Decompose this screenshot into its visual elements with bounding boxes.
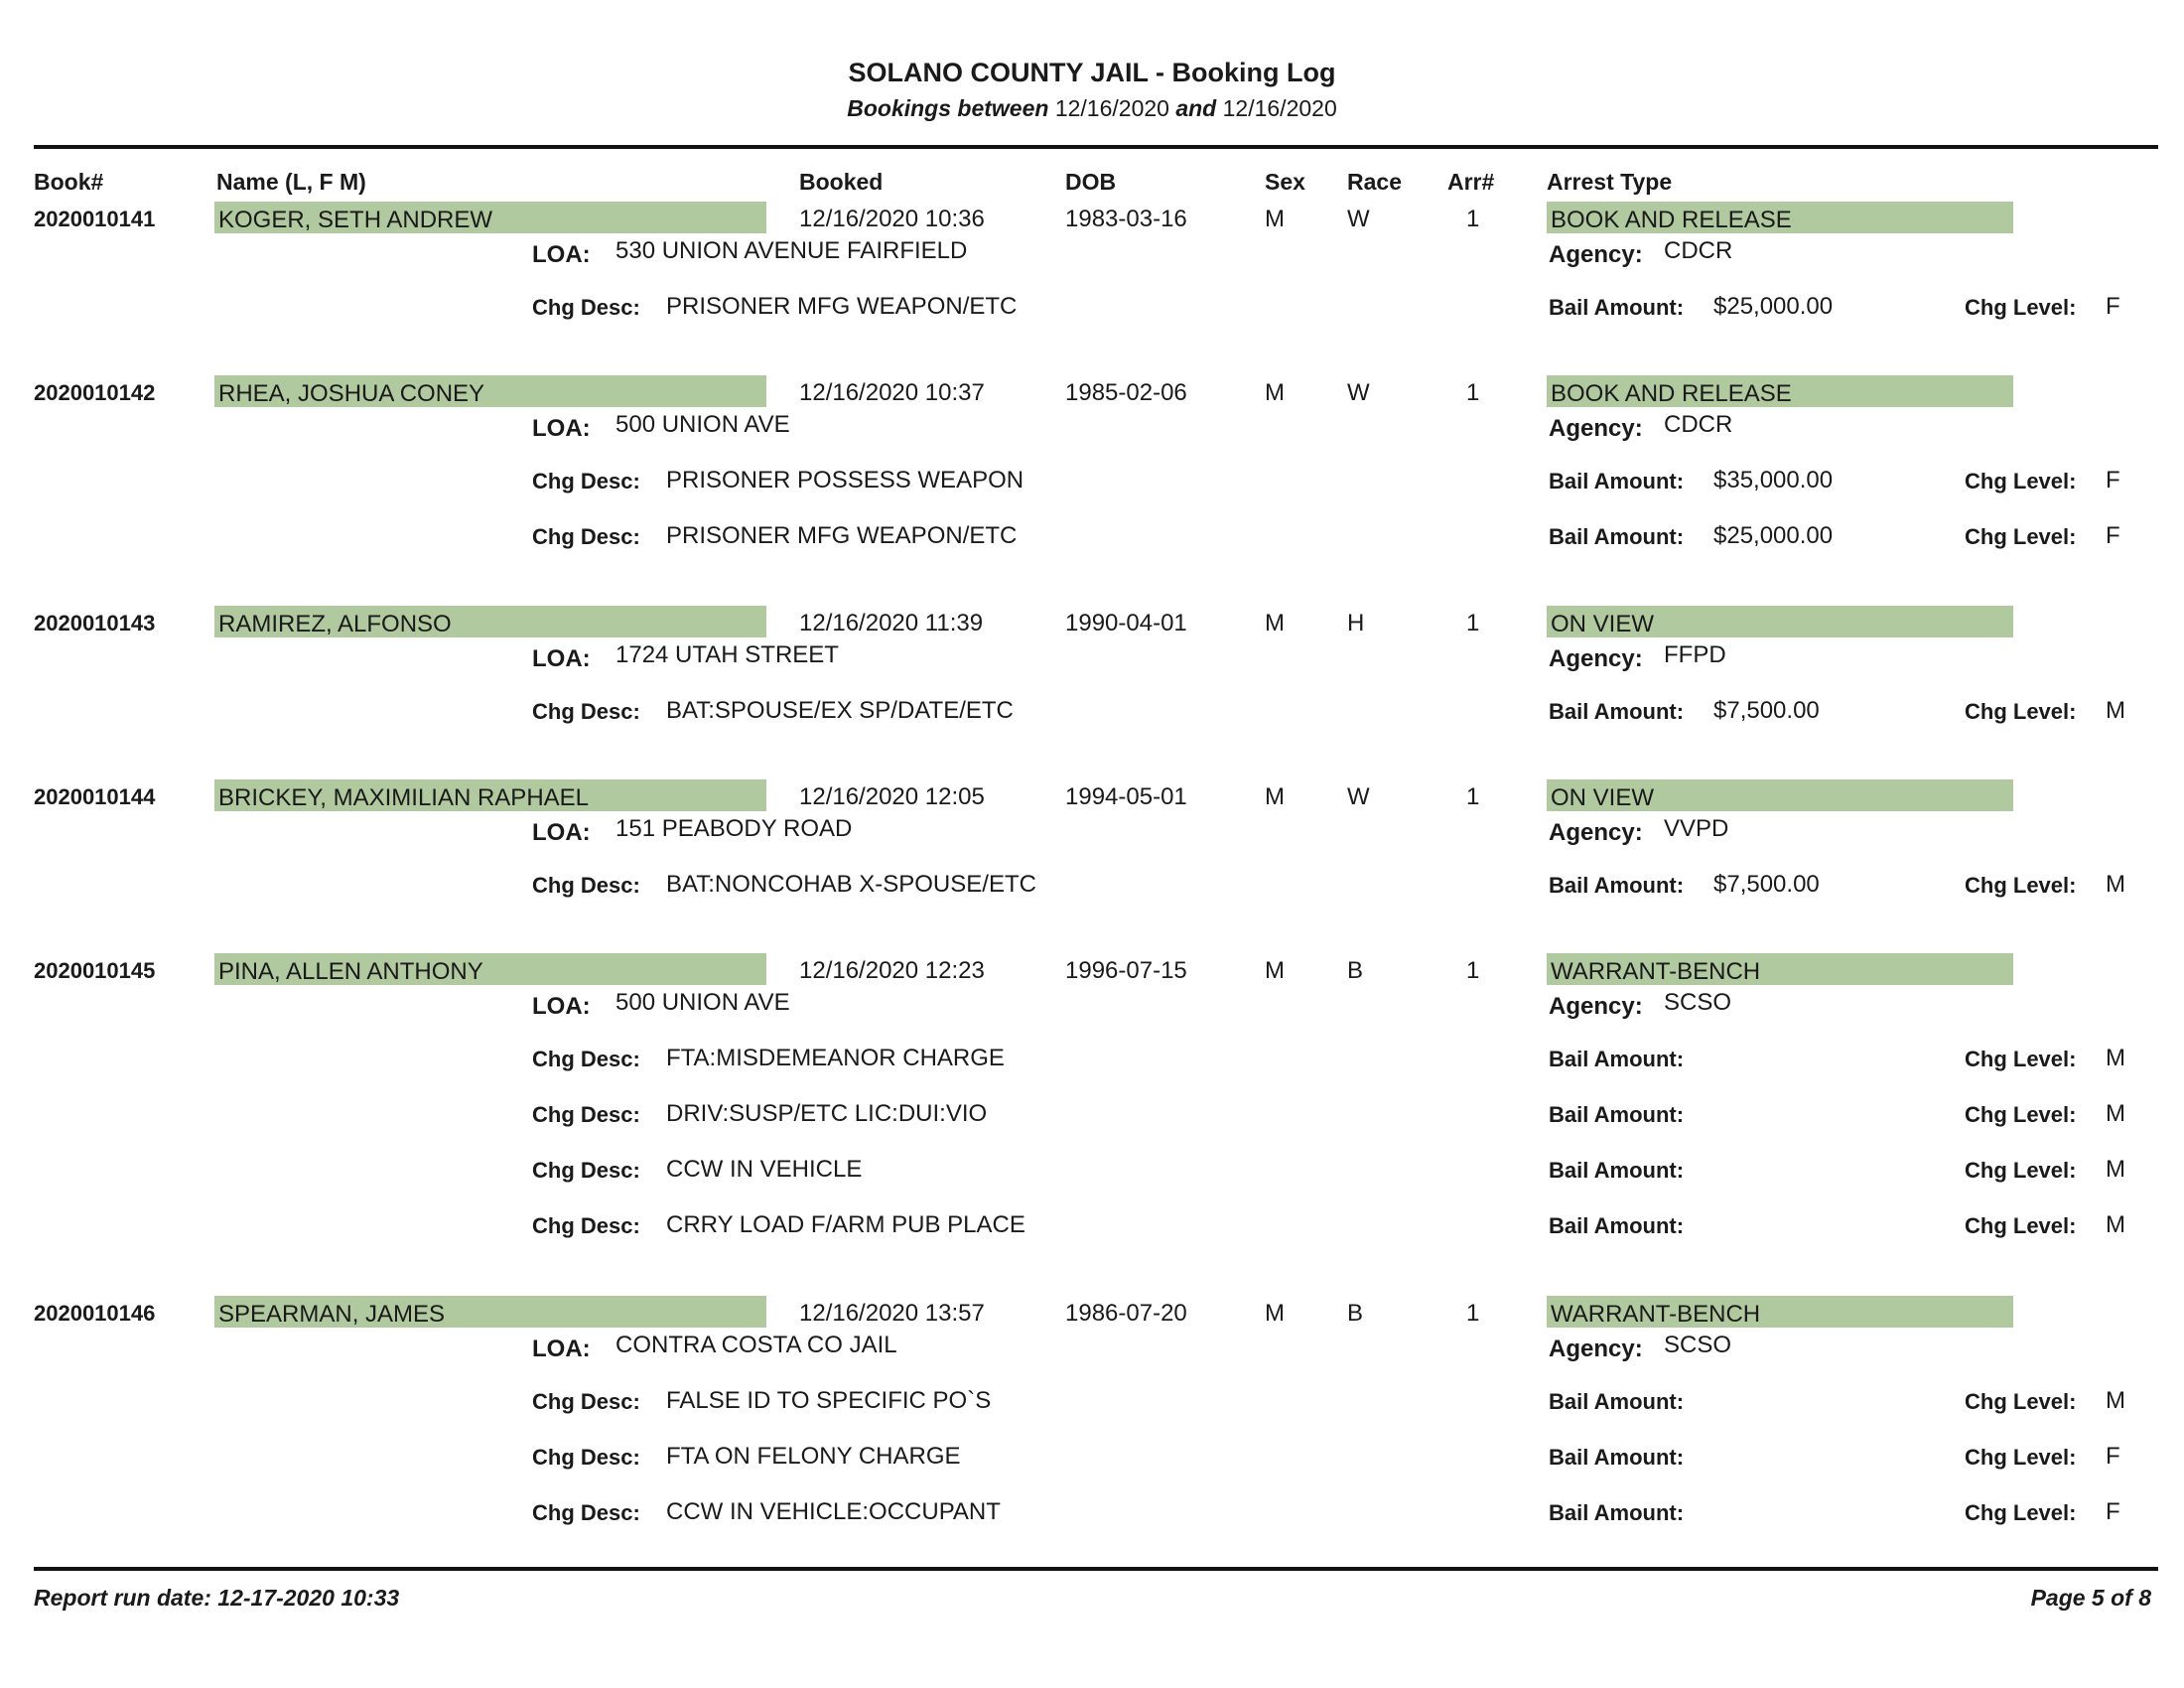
charge-level: M — [2106, 1156, 2125, 1183]
agency-label: Agency: — [1549, 819, 1643, 846]
chg-desc-label: Chg Desc: — [532, 524, 640, 549]
booked-datetime: 12/16/2020 13:57 — [799, 1300, 985, 1327]
chg-level-label: Chg Level: — [1965, 1213, 2077, 1238]
chg-level-label: Chg Level: — [1965, 1047, 2077, 1071]
agency-label: Agency: — [1549, 415, 1643, 442]
agency-value: VVPD — [1664, 815, 1729, 842]
loa-label: LOA: — [532, 241, 591, 268]
loa-value: 1724 UTAH STREET — [615, 641, 839, 668]
bail-amount-label: Bail Amount: — [1549, 1158, 1685, 1183]
sex: M — [1265, 206, 1285, 232]
charge-level: F — [2106, 293, 2120, 320]
charge-description: PRISONER MFG WEAPON/ETC — [666, 293, 1018, 320]
agency-label: Agency: — [1549, 993, 1643, 1020]
header-rule — [34, 145, 2158, 149]
charge-description: BAT:SPOUSE/EX SP/DATE/ETC — [666, 697, 1014, 724]
agency-value: CDCR — [1664, 237, 1733, 264]
footer-rule — [34, 1567, 2158, 1571]
booking-number: 2020010142 — [34, 380, 156, 405]
loa-value: 500 UNION AVE — [615, 989, 790, 1016]
chg-level-label: Chg Level: — [1965, 1445, 2077, 1470]
date-of-birth: 1996-07-15 — [1065, 957, 1187, 984]
inmate-name: PINA, ALLEN ANTHONY — [214, 953, 766, 985]
booking-number: 2020010144 — [34, 784, 156, 809]
agency-value: CDCR — [1664, 411, 1733, 438]
charge-description: FTA:MISDEMEANOR CHARGE — [666, 1045, 1005, 1071]
chg-level-label: Chg Level: — [1965, 873, 2077, 898]
col-header-dob: DOB — [1065, 169, 1117, 195]
bail-amount-label: Bail Amount: — [1549, 295, 1685, 320]
booked-datetime: 12/16/2020 10:37 — [799, 379, 985, 406]
chg-desc-label: Chg Desc: — [532, 1158, 640, 1183]
subtitle-and: and — [1175, 95, 1217, 121]
date-of-birth: 1990-04-01 — [1065, 610, 1187, 636]
sex: M — [1265, 783, 1285, 810]
date-of-birth: 1986-07-20 — [1065, 1300, 1187, 1327]
charge-level: M — [2106, 1100, 2125, 1127]
booked-datetime: 12/16/2020 12:05 — [799, 783, 985, 810]
loa-label: LOA: — [532, 993, 591, 1020]
sex: M — [1265, 957, 1285, 984]
arrest-count: 1 — [1466, 379, 1480, 406]
bail-amount-label: Bail Amount: — [1549, 1047, 1685, 1071]
bail-amount-label: Bail Amount: — [1549, 524, 1685, 549]
charge-description: FTA ON FELONY CHARGE — [666, 1443, 961, 1470]
col-header-sex: Sex — [1265, 169, 1305, 195]
booked-datetime: 12/16/2020 10:36 — [799, 206, 985, 232]
booking-number: 2020010143 — [34, 611, 156, 635]
charge-description: DRIV:SUSP/ETC LIC:DUI:VIO — [666, 1100, 988, 1127]
sex: M — [1265, 1300, 1285, 1327]
bail-amount: $25,000.00 — [1713, 293, 1834, 320]
report-title: SOLANO COUNTY JAIL - Booking Log — [848, 58, 1336, 87]
col-header-arrest-type: Arrest Type — [1547, 169, 1673, 195]
subtitle-prefix: Bookings between — [847, 95, 1049, 121]
arrest-count: 1 — [1466, 957, 1480, 984]
chg-desc-label: Chg Desc: — [532, 1102, 640, 1127]
chg-desc-label: Chg Desc: — [532, 699, 640, 724]
bail-amount: $25,000.00 — [1713, 522, 1834, 549]
charge-level: M — [2106, 697, 2125, 724]
agency-value: SCSO — [1664, 1332, 1732, 1358]
chg-level-label: Chg Level: — [1965, 1500, 2077, 1525]
chg-desc-label: Chg Desc: — [532, 1445, 640, 1470]
charge-description: FALSE ID TO SPECIFIC PO`S — [666, 1387, 992, 1414]
race: W — [1347, 379, 1370, 406]
arrest-count: 1 — [1466, 206, 1480, 232]
chg-level-label: Chg Level: — [1965, 1158, 2077, 1183]
col-header-arr: Arr# — [1447, 169, 1495, 195]
inmate-name: RAMIREZ, ALFONSO — [214, 606, 766, 637]
report-subtitle — [0, 95, 2184, 122]
bail-amount-label: Bail Amount: — [1549, 469, 1685, 493]
arrest-count: 1 — [1466, 783, 1480, 810]
loa-value: 500 UNION AVE — [615, 411, 790, 438]
inmate-name: SPEARMAN, JAMES — [214, 1296, 766, 1328]
page-number: Page 5 of 8 — [2030, 1585, 2151, 1611]
inmate-name: KOGER, SETH ANDREW — [214, 202, 766, 233]
chg-desc-label: Chg Desc: — [532, 1389, 640, 1414]
charge-description: PRISONER POSSESS WEAPON — [666, 467, 1024, 493]
loa-value: 151 PEABODY ROAD — [615, 815, 853, 842]
charge-description: CRRY LOAD F/ARM PUB PLACE — [666, 1211, 1025, 1238]
subtitle-to-date: 12/16/2020 — [1222, 95, 1337, 121]
booking-number: 2020010141 — [34, 207, 156, 231]
agency-label: Agency: — [1549, 241, 1643, 268]
arrest-type: BOOK AND RELEASE — [1547, 202, 2013, 233]
loa-label: LOA: — [532, 819, 591, 846]
race: W — [1347, 206, 1370, 232]
chg-level-label: Chg Level: — [1965, 469, 2077, 493]
charge-level: F — [2106, 522, 2120, 549]
inmate-name: RHEA, JOSHUA CONEY — [214, 375, 766, 407]
bail-amount-label: Bail Amount: — [1549, 1445, 1685, 1470]
arrest-count: 1 — [1466, 1300, 1480, 1327]
sex: M — [1265, 610, 1285, 636]
date-of-birth: 1985-02-06 — [1065, 379, 1187, 406]
charge-level: F — [2106, 1443, 2120, 1470]
agency-value: SCSO — [1664, 989, 1732, 1016]
arrest-type: ON VIEW — [1547, 779, 2013, 811]
col-header-race: Race — [1347, 169, 1402, 195]
race: W — [1347, 783, 1370, 810]
race: B — [1347, 1300, 1364, 1327]
agency-value: FFPD — [1664, 641, 1726, 668]
chg-desc-label: Chg Desc: — [532, 873, 640, 898]
loa-label: LOA: — [532, 1336, 591, 1362]
chg-desc-label: Chg Desc: — [532, 1047, 640, 1071]
bail-amount-label: Bail Amount: — [1549, 1213, 1685, 1238]
chg-desc-label: Chg Desc: — [532, 295, 640, 320]
chg-level-label: Chg Level: — [1965, 1389, 2077, 1414]
inmate-name: BRICKEY, MAXIMILIAN RAPHAEL — [214, 779, 766, 811]
bail-amount: $35,000.00 — [1713, 467, 1834, 493]
date-of-birth: 1994-05-01 — [1065, 783, 1187, 810]
chg-level-label: Chg Level: — [1965, 1102, 2077, 1127]
arrest-type: BOOK AND RELEASE — [1547, 375, 2013, 407]
charge-level: M — [2106, 1387, 2125, 1414]
charge-description: CCW IN VEHICLE — [666, 1156, 863, 1183]
race: B — [1347, 957, 1364, 984]
chg-desc-label: Chg Desc: — [532, 1213, 640, 1238]
chg-desc-label: Chg Desc: — [532, 1500, 640, 1525]
chg-desc-label: Chg Desc: — [532, 469, 640, 493]
col-header-name: Name (L, F M) — [216, 169, 366, 195]
charge-description: CCW IN VEHICLE:OCCUPANT — [666, 1498, 1001, 1525]
col-header-book: Book# — [34, 169, 104, 195]
charge-level: M — [2106, 1211, 2125, 1238]
chg-level-label: Chg Level: — [1965, 295, 2077, 320]
loa-value: 530 UNION AVENUE FAIRFIELD — [615, 237, 968, 264]
chg-level-label: Chg Level: — [1965, 699, 2077, 724]
bail-amount-label: Bail Amount: — [1549, 873, 1685, 898]
charge-level: M — [2106, 1045, 2125, 1071]
booked-datetime: 12/16/2020 12:23 — [799, 957, 985, 984]
arrest-count: 1 — [1466, 610, 1480, 636]
chg-level-label: Chg Level: — [1965, 524, 2077, 549]
charge-description: BAT:NONCOHAB X-SPOUSE/ETC — [666, 871, 1036, 898]
loa-value: CONTRA COSTA CO JAIL — [615, 1332, 897, 1358]
sex: M — [1265, 379, 1285, 406]
col-header-booked: Booked — [799, 169, 884, 195]
loa-label: LOA: — [532, 415, 591, 442]
charge-level: M — [2106, 871, 2125, 898]
charge-description: PRISONER MFG WEAPON/ETC — [666, 522, 1018, 549]
bail-amount-label: Bail Amount: — [1549, 1389, 1685, 1414]
bail-amount-label: Bail Amount: — [1549, 699, 1685, 724]
agency-label: Agency: — [1549, 645, 1643, 672]
report-run-date: Report run date: 12-17-2020 10:33 — [34, 1585, 400, 1611]
charge-level: F — [2106, 1498, 2120, 1525]
bail-amount: $7,500.00 — [1713, 871, 1820, 898]
bail-amount: $7,500.00 — [1713, 697, 1820, 724]
arrest-type: ON VIEW — [1547, 606, 2013, 637]
booked-datetime: 12/16/2020 11:39 — [799, 610, 984, 636]
arrest-type: WARRANT-BENCH — [1547, 1296, 2013, 1328]
booking-number: 2020010145 — [34, 958, 156, 983]
agency-label: Agency: — [1549, 1336, 1643, 1362]
charge-level: F — [2106, 467, 2120, 493]
loa-label: LOA: — [532, 645, 591, 672]
date-of-birth: 1983-03-16 — [1065, 206, 1187, 232]
bail-amount-label: Bail Amount: — [1549, 1102, 1685, 1127]
bail-amount-label: Bail Amount: — [1549, 1500, 1685, 1525]
booking-number: 2020010146 — [34, 1301, 156, 1326]
race: H — [1347, 610, 1365, 636]
subtitle-from-date: 12/16/2020 — [1054, 95, 1169, 121]
arrest-type: WARRANT-BENCH — [1547, 953, 2013, 985]
